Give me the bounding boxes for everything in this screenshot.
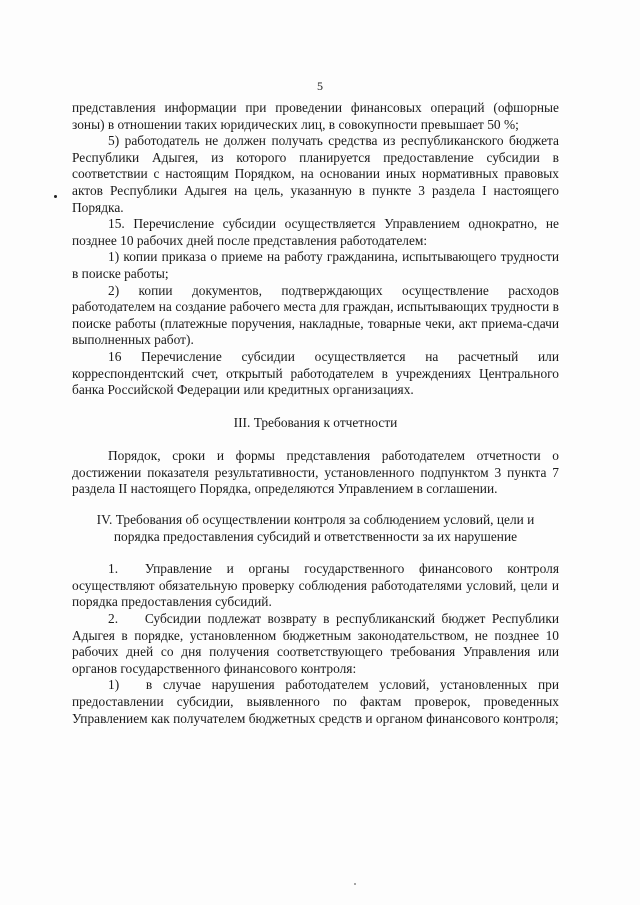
paragraph: 16 Перечисление субсидии осуществляется на расчетный или корреспондентский счет, открытый работодателем в учреждениях Центрального банка Российской Федерации или кредитных организациях.	[72, 348, 559, 398]
paragraph: 2. Субсидии подлежат возврату в республиканский бюджет Республики Адыгея в порядке, установленном бюджетным законодательством, не позднее 10 рабочих дней со дня получения соответствующего требования Управления или органов государственного финансового контроля:	[72, 611, 559, 676]
paragraph: 15. Перечисление субсидии осуществляется Управлением однократно, не позднее 10 рабочих дней после представления работодателем:	[72, 216, 559, 248]
paragraph: 2) копии документов, подтверждающих осуществление расходов работодателем на создание рабочего места для граждан, испытывающих трудности в поиске работы (платежные поручения, накладные, товарные чеки, акт приема-сдачи выполненных работ).	[72, 282, 559, 348]
paragraph: представления информации при проведении финансовых операций (офшорные зоны) в отношении таких юридических лиц, в совокупности превышает 50 %;	[72, 100, 559, 132]
scan-speck	[354, 883, 356, 885]
document-body	[72, 100, 559, 727]
page-number: 5	[317, 79, 323, 93]
section-heading: III. Требования к отчетности	[233, 414, 398, 430]
paragraph: 1) в случае нарушения работодателем условий, установленных при предоставлении субсидии, выявленного по фактам проверок, проведенных Управлением как получателем бюджетных средств и органом финансового контроля;	[72, 677, 559, 726]
paragraph: 1. Управление и органы государственного финансового контроля осуществляют обязательную проверку соблюдения работодателями условий, цели и порядка предоставления субсидий.	[72, 561, 559, 610]
section-heading	[72, 512, 559, 545]
paragraph: Порядок, сроки и формы представления работодателем отчетности о достижении показателя результативности, установленного подпунктом 3 пункта 7 раздела II настоящего Порядка, определяются Управлением в соглашении.	[72, 448, 559, 497]
paragraph: 1) копии приказа о приеме на работу гражданина, испытывающего трудности в поиске работы;	[72, 249, 559, 281]
scan-speck	[54, 195, 57, 198]
section-heading-line: IV. Требования об осуществлении контроля за соблюдением условий, цели и	[96, 512, 535, 528]
section-heading-line: порядка предоставления субсидий и ответственности за их нарушение	[113, 528, 518, 544]
paragraph: 5) работодатель не должен получать средства из республиканского бюджета Республики Адыгея, из которого планируется предоставление субсидии в соответствии с настоящим Порядком, на основании иных нормативных правовых актов Республики Адыгея на цель, указанную в пункте 3 раздела I настоящего Порядка.	[72, 133, 559, 215]
